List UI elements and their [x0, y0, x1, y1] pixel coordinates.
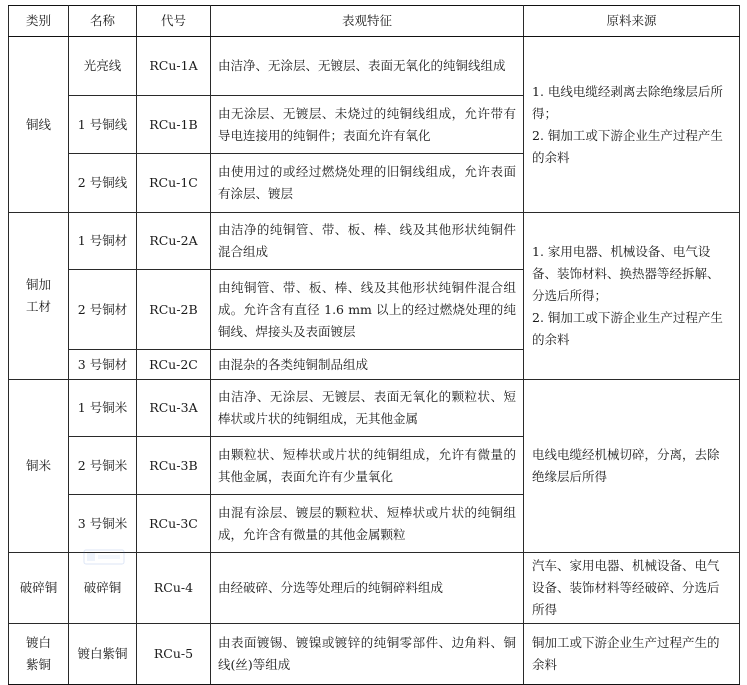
header-name: 名称 — [69, 6, 137, 37]
source-line: 2. 铜加工或下游企业生产过程产生的余料 — [532, 310, 723, 347]
category-cell — [9, 213, 69, 380]
name-cell: 1 号铜线 — [69, 96, 137, 154]
copper-scrap-classification-table — [8, 5, 740, 685]
code-cell: RCu-1C — [137, 154, 211, 213]
header-category: 类别 — [9, 6, 69, 37]
header-row — [9, 6, 740, 37]
category-cell: 铜线 — [9, 37, 69, 213]
code-cell: RCu-2C — [137, 350, 211, 380]
appearance-cell: 由经破碎、分选等处理后的纯铜碎料组成 — [211, 553, 524, 624]
category-line: 工材 — [25, 299, 51, 314]
header-code: 代号 — [137, 6, 211, 37]
name-cell: 2 号铜材 — [69, 270, 137, 350]
code-cell: RCu-1B — [137, 96, 211, 154]
name-cell: 3 号铜材 — [69, 350, 137, 380]
code-cell: RCu-5 — [137, 624, 211, 685]
source-cell — [524, 380, 740, 553]
table-row — [9, 213, 740, 270]
name-cell: 1 号铜米 — [69, 380, 137, 437]
code-cell: RCu-4 — [137, 553, 211, 624]
code-cell: RCu-3B — [137, 437, 211, 495]
table-row — [9, 624, 740, 685]
category-line: 紫铜 — [25, 657, 51, 672]
code-cell: RCu-3C — [137, 495, 211, 553]
name-cell: 3 号铜米 — [69, 495, 137, 553]
copper-scrap-classification-table-wrapper — [8, 5, 740, 685]
source-line: 电线电缆经机械切碎，分离，去除绝缘层后所得 — [532, 447, 720, 484]
appearance-cell: 由表面镀锡、镀镍或镀锌的纯铜零部件、边角料、铜线(丝)等组成 — [211, 624, 524, 685]
appearance-cell: 由使用过的或经过燃烧处理的旧铜线组成，允许表面有涂层、镀层 — [211, 154, 524, 213]
header-appearance: 表观特征 — [211, 6, 524, 37]
code-cell: RCu-3A — [137, 380, 211, 437]
code-cell: RCu-2A — [137, 213, 211, 270]
source-line: 2. 铜加工或下游企业生产过程产生的余料 — [532, 127, 723, 165]
appearance-cell: 由洁净的纯铜管、带、板、棒、线及其他形状纯铜件混合组成 — [211, 213, 524, 270]
code-cell: RCu-2B — [137, 270, 211, 350]
header-source: 原料来源 — [524, 6, 740, 37]
source-cell — [524, 553, 740, 624]
appearance-cell: 由洁净、无涂层、无镀层、表面无氧化的颗粒状、短棒状或片状的纯铜组成，无其他金属 — [211, 380, 524, 437]
name-cell: 2 号铜米 — [69, 437, 137, 495]
category-cell: 破碎铜 — [9, 553, 69, 624]
table-row — [9, 37, 740, 96]
appearance-cell: 由洁净、无涂层、无镀层、表面无氧化的纯铜线组成 — [211, 37, 524, 96]
appearance-cell: 由颗粒状、短棒状或片状的纯铜组成，允许有微量的其他金属，表面允许有少量氧化 — [211, 437, 524, 495]
name-cell: 2 号铜线 — [69, 154, 137, 213]
category-line: 镀白 — [25, 635, 51, 650]
table-row — [9, 380, 740, 437]
name-cell: 光亮线 — [69, 37, 137, 96]
source-line: 1. 家用电器、机械设备、电气设备、装饰材料、换热器等经拆解、分选后所得； — [532, 244, 720, 303]
category-cell — [9, 624, 69, 685]
code-cell: RCu-1A — [137, 37, 211, 96]
name-cell: 破碎铜 — [69, 553, 137, 624]
category-line: 铜加 — [25, 277, 51, 292]
appearance-cell: 由混有涂层、镀层的颗粒状、短棒状或片状的纯铜组成，允许含有微量的其他金属颗粒 — [211, 495, 524, 553]
name-cell: 镀白紫铜 — [69, 624, 137, 685]
appearance-cell: 由混杂的各类纯铜制品组成 — [211, 350, 524, 380]
name-cell: 1 号铜材 — [69, 213, 137, 270]
appearance-cell: 由纯铜管、带、板、棒、线及其他形状纯铜件混合组成。允许含有直径 1.6 mm 以上的经过燃烧处理的纯铜线、焊接头及表面镀层 — [211, 270, 524, 350]
source-cell — [524, 37, 740, 213]
appearance-cell: 由无涂层、无镀层、未烧过的纯铜线组成，允许带有导电连接用的纯铜件；表面允许有氧化 — [211, 96, 524, 154]
source-cell — [524, 213, 740, 380]
source-line: 汽车、家用电器、机械设备、电气设备、装饰材料等经破碎、分选后所得 — [532, 558, 720, 617]
source-cell — [524, 624, 740, 685]
table-row — [9, 553, 740, 624]
category-cell: 铜米 — [9, 380, 69, 553]
source-line: 铜加工或下游企业生产过程产生的余料 — [532, 635, 720, 672]
source-line: 1. 电线电缆经剥离去除绝缘层后所得； — [532, 83, 723, 121]
